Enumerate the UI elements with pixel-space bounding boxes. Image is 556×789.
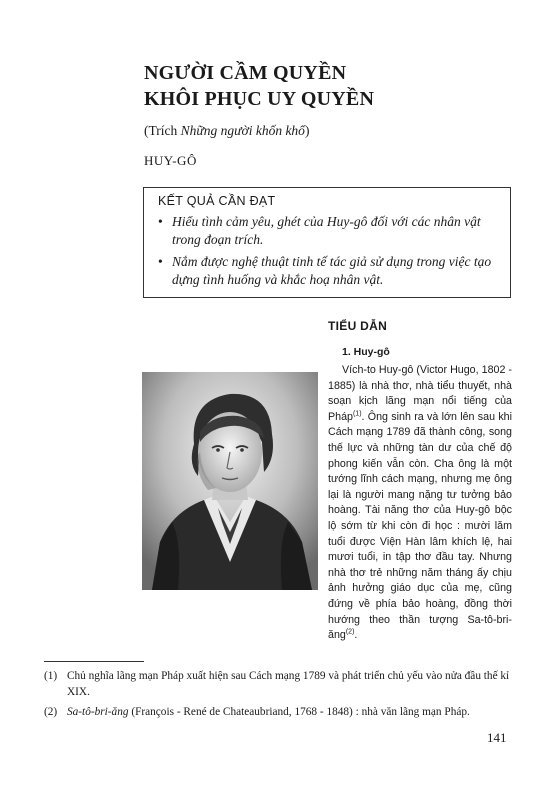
objective-item — [158, 213, 500, 249]
portrait-icon — [142, 372, 318, 590]
intro-paragraph — [328, 363, 512, 644]
source-suffix: ) — [304, 123, 310, 138]
footnote-text: Chủ nghĩa lãng mạn Pháp xuất hiện sau Cách mạng 1789 và phát triển chủ yếu vào nửa đầu thế kỉ XIX. — [67, 670, 510, 698]
intro-text-part2: . Ông sinh ra và lớn lên sau khi Cách mạng 1789 đã thành công, song thế lực và những tàn dư của chế độ phong kiến vẫn còn. Cha ông là một tướng lĩnh cách mạng, nhưng mẹ ông lại là người mang nặng tư tưởng bảo hoàng. Tài năng thơ của Huy-gô bộc lộ sớm từ khi còn đi học : mười lăm tuổi được Viện Hàn lâm khích lệ, hai mươi tuổi, in tập thơ đầu tay. Nhưng nhà thơ trẻ những năm tháng ấy chịu ảnh hưởng giáo dục của mẹ, cũng đứng về phía bảo hoàng, đồng thời hướng theo thần tượng Sa-tô-bri-ăng — [328, 410, 512, 642]
footnote-divider — [44, 661, 144, 662]
footnote-item — [44, 668, 514, 700]
bullet-icon: • — [158, 254, 163, 269]
page-number: 141 — [487, 730, 507, 745]
bullet-icon: • — [158, 214, 163, 229]
source-work-title: Những người khốn khổ — [180, 123, 305, 138]
portrait-illustration — [142, 372, 318, 590]
objective-item — [158, 253, 500, 289]
title-line-1: NGƯỜI CẦM QUYỀN — [144, 62, 347, 84]
footnote-number: (1) — [44, 670, 58, 682]
footnote-name: Sa-tô-bri-ăng — [67, 706, 129, 718]
footnote-ref-1: (1) — [352, 410, 362, 418]
title-line-2: KHÔI PHỤC UY QUYỀN — [144, 88, 375, 110]
author-name: HUY-GÔ — [144, 153, 197, 168]
objective-text: Nắm được nghệ thuật tinh tế tác giả sử dụng trong việc tạo dựng tình huống và khắc hoạ nhân vật. — [172, 254, 492, 287]
section-heading: TIỂU DẪN — [328, 319, 388, 333]
footnotes — [44, 668, 514, 724]
subsection-heading: 1. Huy-gô — [342, 346, 390, 358]
footnote-item — [44, 704, 514, 720]
page-title — [144, 60, 374, 112]
footnote-ref-2: (2) — [345, 628, 355, 636]
objectives-list — [158, 213, 500, 289]
objectives-title: KẾT QUẢ CẦN ĐẠT — [158, 194, 276, 208]
objectives-box — [143, 187, 511, 298]
intro-text-part1: Vích-to Huy-gô (Victor Hugo, 1802 - 1885) là nhà thơ, nhà tiểu thuyết, nhà soạn kịch lãng mạn nổi tiếng của Pháp — [328, 364, 512, 423]
footnote-text: (François - René de Chateaubriand, 1768 - 1848) : nhà văn lãng mạn Pháp. — [128, 706, 470, 718]
excerpt-source — [144, 122, 309, 140]
intro-text-part3: . — [354, 629, 358, 642]
objective-text: Hiểu tình cảm yêu, ghét của Huy-gô đối với các nhân vật trong đoạn trích. — [172, 214, 481, 247]
footnote-number: (2) — [44, 706, 58, 718]
source-prefix: (Trích — [144, 123, 181, 138]
